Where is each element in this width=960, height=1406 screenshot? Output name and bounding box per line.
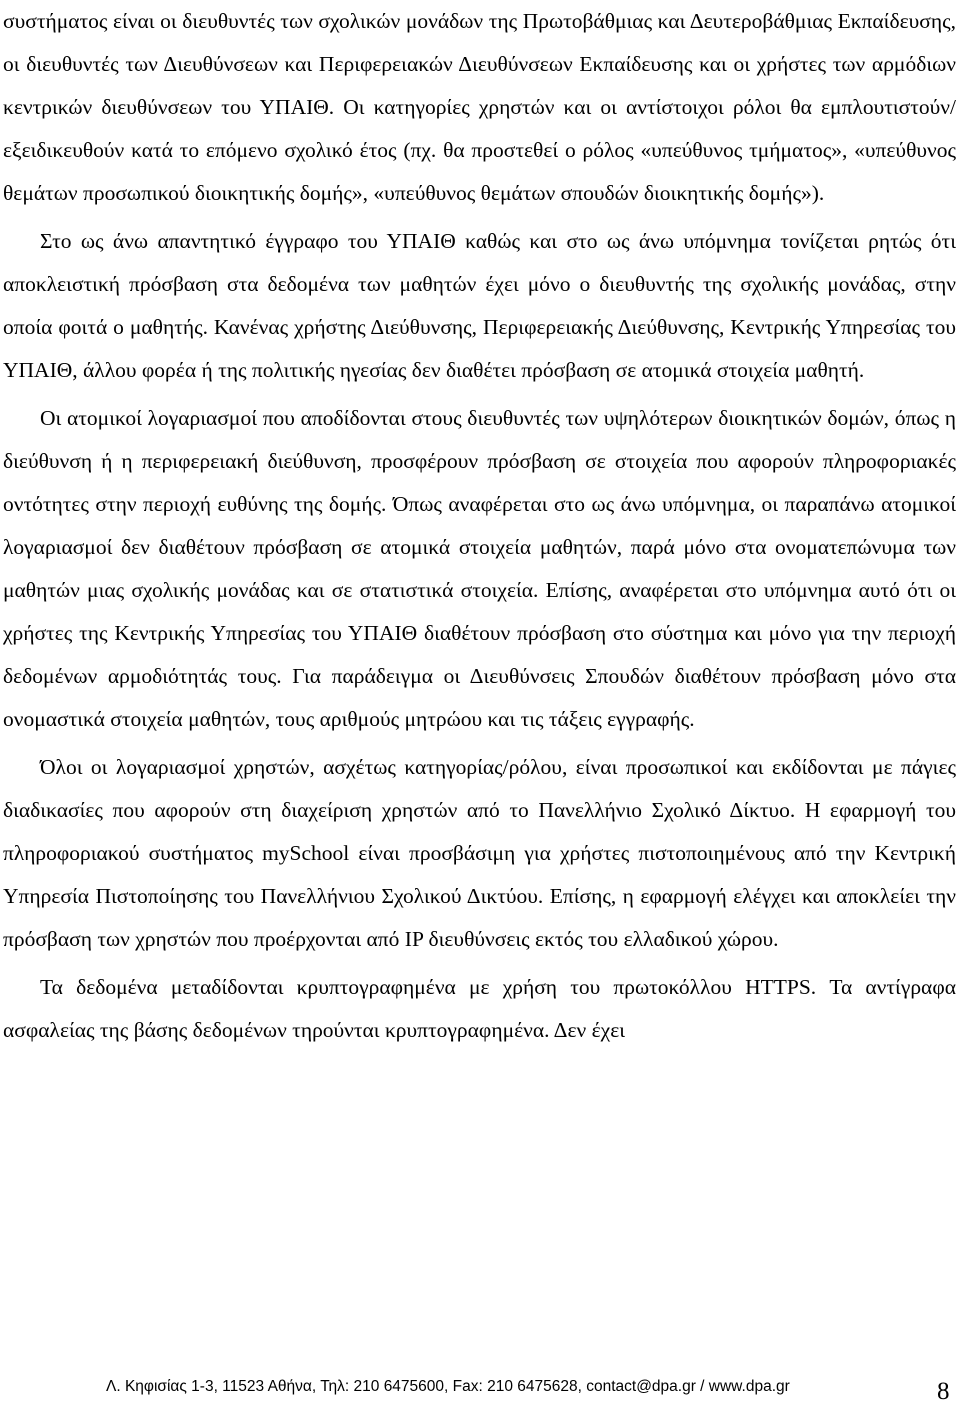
paragraph-5: Τα δεδομένα μεταδίδονται κρυπτογραφημένα με χρήση του πρωτοκόλλου HTTPS. Τα αντίγραφα ασφαλείας της βάσης δεδομένων τηρούνται κρυπτογραφημένα. Δεν έχει [3, 975, 956, 1042]
document-body [3, 0, 956, 1052]
paragraph-3: Οι ατομικοί λογαριασμοί που αποδίδονται στους διευθυντές των υψηλότερων διοικητικών δομών, όπως η διεύθυνση ή η περιφερειακή διεύθυνση, προσφέρουν πρόσβαση σε στοιχεία που αφορούν πληροφοριακές οντότητες στην περιοχή ευθύνης της δομής. Όπως αναφέρεται στο ως άνω υπόμνημα, οι παραπάνω ατομικοί λογαριασμοί δεν διαθέτουν πρόσβαση σε ατομικά στοιχεία μαθητών, παρά μόνο στα ονοματεπώνυμα των μαθητών μιας σχολικής μονάδας και σε στατιστικά στοιχεία. Επίσης, αναφέρεται στο υπόμνημα αυτό ότι οι χρήστες της Κεντρικής Υπηρεσίας του ΥΠΑΙΘ διαθέτουν πρόσβαση στο σύστημα και μόνο για την περιοχή δεδομένων αρμοδιότητάς τους. Για παράδειγμα οι Διευθύνσεις Σπουδών διαθέτουν πρόσβαση μόνο στα ονομαστικά στοιχεία μαθητών, τους αριθμούς μητρώου και τις τάξεις εγγραφής. [3, 406, 956, 731]
paragraph-1: συστήματος είναι οι διευθυντές των σχολικών μονάδων της Πρωτοβάθμιας και Δευτεροβάθμιας Εκπαίδευσης, οι διευθυντές των Διευθύνσεων και Περιφερειακών Διευθύνσεων Εκπαίδευσης και οι χρήστες των αρμόδιων κεντρικών διευθύνσεων του ΥΠΑΙΘ. Οι κατηγορίες χρηστών και οι αντίστοιχοι ρόλοι θα εμπλουτιστούν/εξειδικευθούν κατά το επόμενο σχολικό έτος (πχ. θα προστεθεί ο ρόλος «υπεύθυνος τμήματος», «υπεύθυνος θεμάτων προσωπικού διοικητικής δομής», «υπεύθυνος θεμάτων σπουδών διοικητικής δομής»). [3, 9, 956, 205]
paragraph-2: Στο ως άνω απαντητικό έγγραφο του ΥΠΑΙΘ καθώς και στο ως άνω υπόμνημα τονίζεται ρητώς ότι αποκλειστική πρόσβαση στα δεδομένα των μαθητών έχει μόνο ο διευθυντής της σχολικής μονάδας, στην οποία φοιτά ο μαθητής. Κανένας χρήστης Διεύθυνσης, Περιφερειακής Διεύθυνσης, Κεντρικής Υπηρεσίας του ΥΠΑΙΘ, άλλου φορέα ή της πολιτικής ηγεσίας δεν διαθέτει πρόσβαση σε ατομικά στοιχεία μαθητή. [3, 229, 956, 382]
page-number: 8 [937, 1378, 950, 1405]
paragraph-4: Όλοι οι λογαριασμοί χρηστών, ασχέτως κατηγορίας/ρόλου, είναι προσωπικοί και εκδίδονται με πάγιες διαδικασίες που αφορούν στη διαχείριση χρηστών από το Πανελλήνιο Σχολικό Δίκτυο. Η εφαρμογή του πληροφοριακού συστήματος mySchool είναι προσβάσιμη για χρήστες πιστοποιημένους από την Κεντρική Υπηρεσία Πιστοποίησης του Πανελλήνιου Σχολικού Δικτύου. Επίσης, η εφαρμογή ελέγχει και αποκλείει την πρόσβαση των χρηστών που προέρχονται από IP διευθύνσεις εκτός του ελλαδικού χώρου. [3, 755, 956, 951]
footer-contact-line: Λ. Κηφισίας 1-3, 11523 Αθήνα, Τηλ: 210 6475600, Fax: 210 6475628, contact@dpa.gr / www.dpa.gr [106, 1378, 790, 1395]
